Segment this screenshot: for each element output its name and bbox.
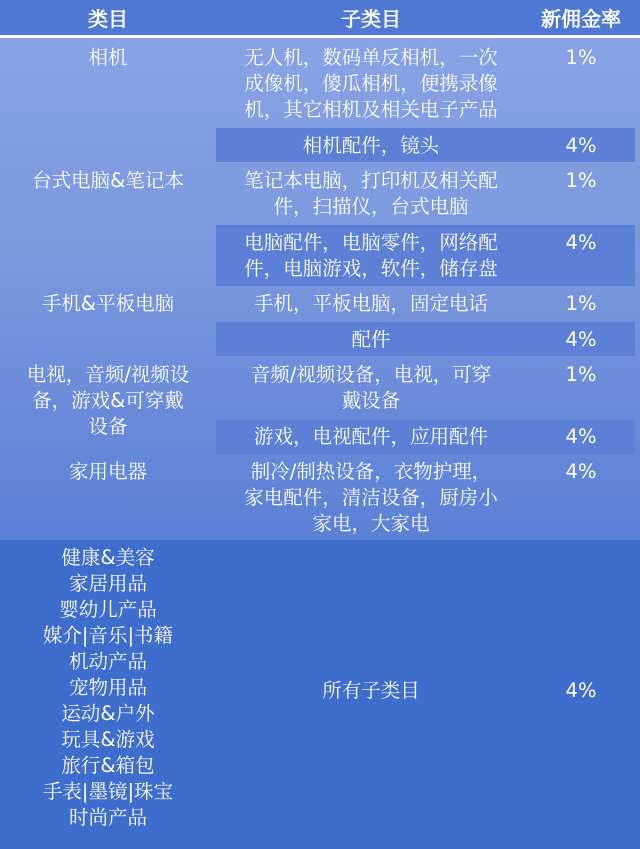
list-item: 家居用品 [68, 572, 147, 595]
rate-cell: 4% [565, 134, 597, 157]
rate-cell: 1% [565, 363, 597, 386]
category-list [0, 545, 216, 831]
rate-cell: 1% [565, 169, 597, 192]
rate-cell: 4% [565, 425, 597, 448]
header-rate: 新佣金率 [541, 7, 621, 31]
list-item: 旅行&箱包 [61, 754, 155, 777]
subcategory-cell: 手机，平板电脑，固定电话 [253, 292, 488, 315]
rate-cell: 4% [565, 231, 597, 254]
rate-cell: 1% [565, 46, 597, 69]
table-header [0, 0, 640, 38]
list-item: 手表|墨镜|珠宝 [42, 780, 174, 803]
list-item: 运动&户外 [61, 702, 155, 725]
list-item: 机动产品 [68, 650, 147, 673]
subcategory-cell: 无人机，数码单反相机，一次 成像机，傻瓜相机，便携录像 机，其它相机及相关电子产品 [244, 46, 498, 121]
list-item: 媒介|音乐|书籍 [42, 624, 174, 647]
category-cell: 家用电器 [68, 460, 147, 483]
list-item: 婴幼儿产品 [59, 598, 157, 621]
category-cell: 电视，音频/视频设 备，游戏&可穿戴 设备 [26, 363, 190, 438]
subcategory-cell: 游戏，电视配件，应用配件 [253, 425, 488, 448]
subcategory-cell: 所有子类目 [322, 679, 420, 702]
subcategory-cell: 制冷/制热设备，衣物护理， 家电配件，清洁设备，厨房小 家电，大家电 [244, 460, 498, 535]
other-categories-block [0, 540, 640, 849]
subcategory-cell: 电脑配件，电脑零件，网络配 件，电脑游戏，软件，储存盘 [244, 231, 498, 280]
rate-cell: 4% [565, 328, 597, 351]
rate-cell: 1% [565, 292, 597, 315]
category-cell: 相机 [88, 46, 128, 69]
subcategory-cell: 笔记本电脑，打印机及相关配 件，扫描仪，台式电脑 [244, 169, 498, 218]
category-cell: 手机&平板电脑 [41, 292, 175, 315]
category-cell: 台式电脑&笔记本 [32, 169, 184, 192]
subcategory-cell: 配件 [351, 328, 391, 351]
subcategory-cell: 相机配件，镜头 [302, 134, 440, 157]
subcategory-cell: 音频/视频设备，电视，可穿 戴设备 [250, 363, 492, 412]
list-item: 玩具&游戏 [61, 728, 155, 751]
rate-cell: 4% [565, 679, 597, 702]
list-item: 健康&美容 [61, 546, 155, 569]
header-subcategory: 子类目 [341, 7, 401, 31]
rate-cell: 4% [565, 460, 597, 483]
header-category: 类目 [88, 7, 128, 31]
list-item: 时尚产品 [68, 806, 147, 829]
list-item: 宠物用品 [68, 676, 147, 699]
